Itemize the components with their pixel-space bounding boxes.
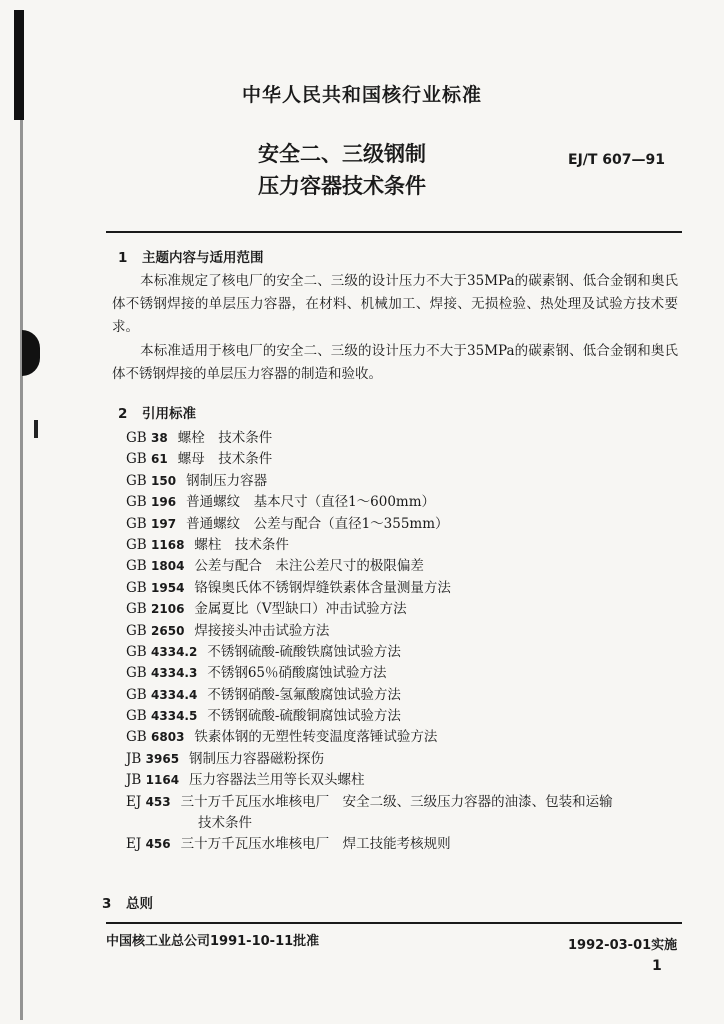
reference-title: 三十万千瓦压水堆核电厂 安全二级、三级压力容器的油漆、包装和运输: [180, 793, 613, 810]
document-title-line2: 压力容器技术条件: [258, 174, 426, 198]
section-1-heading: [118, 246, 264, 266]
reference-title: 普通螺纹 基本尺寸（直径1～600mm）: [186, 494, 436, 511]
reference-title: 螺柱 技术条件: [194, 536, 289, 553]
section-number: 1: [118, 250, 128, 266]
reference-code: GB 38: [126, 430, 168, 446]
section-title: 主题内容与适用范围: [142, 250, 264, 266]
reference-code: GB 196: [126, 494, 177, 511]
section-2-heading: [118, 402, 196, 422]
reference-item: [126, 449, 682, 470]
reference-title: 不锈钢硫酸-硫酸铜腐蚀试验方法: [207, 708, 401, 725]
reference-item: [126, 556, 682, 577]
reference-title: 不锈钢硝酸-氢氟酸腐蚀试验方法: [207, 686, 401, 703]
section-1-paragraph-2: 本标准适用于核电厂的安全二、三级的设计压力不大于35MPa的碳素钢、低合金钢和奥氏体不锈钢焊接的单层压力容器的制造和验收。: [112, 343, 678, 382]
reference-item: [126, 492, 682, 513]
reference-code: JB 1164: [126, 772, 180, 789]
reference-code: EJ 456: [126, 836, 171, 853]
reference-code: GB 61: [126, 451, 168, 468]
document-title-line1: 安全二、三级钢制: [258, 142, 426, 166]
reference-item: [126, 428, 682, 449]
reference-item: [126, 813, 682, 834]
section-title: 引用标准: [142, 406, 196, 422]
reference-list: [126, 428, 682, 856]
reference-title: 焊接接头冲击试验方法: [194, 622, 330, 639]
header-divider: [106, 231, 682, 233]
document-title: [258, 138, 426, 202]
reference-item: [126, 749, 682, 770]
section-3-heading: [102, 892, 153, 912]
footer-divider: [106, 922, 682, 924]
reference-item: [126, 471, 682, 492]
approval-note: 中国核工业总公司1991-10-11批准: [106, 934, 320, 949]
implementation-date: 1992-03-01实施: [568, 938, 678, 953]
standard-code: EJ/T 607—91: [568, 152, 666, 168]
reference-item: [126, 578, 682, 599]
page-number: 1: [652, 958, 662, 974]
reference-title: 压力容器法兰用等长双头螺柱: [189, 772, 365, 789]
reference-item: [126, 599, 682, 620]
reference-item: [126, 535, 682, 556]
reference-code: EJ 453: [126, 793, 171, 810]
reference-code: GB 1954: [126, 579, 185, 596]
reference-code: JB 3965: [126, 750, 180, 767]
reference-code: GB 4334.4: [126, 686, 198, 703]
reference-item: [126, 514, 682, 535]
reference-title: 不锈钢65％硝酸腐蚀试验方法: [207, 665, 387, 682]
reference-title: 钢制压力容器: [186, 472, 268, 489]
reference-item: [126, 706, 682, 727]
reference-code: GB 6803: [126, 729, 185, 746]
reference-code: GB 2650: [126, 622, 185, 639]
reference-title: 金属夏比（V型缺口）冲击试验方法: [194, 601, 407, 618]
section-title: 总则: [126, 896, 153, 912]
reference-title: 不锈钢硫酸-硫酸铁腐蚀试验方法: [207, 643, 401, 660]
reference-code: GB 4334.5: [126, 708, 198, 725]
reference-code: GB 1168: [126, 536, 185, 553]
reference-title: 三十万千瓦压水堆核电厂 焊工技能考核规则: [180, 836, 451, 853]
section-number: 2: [118, 406, 128, 422]
reference-code: GB 4334.2: [126, 643, 198, 660]
reference-title: 钢制压力容器磁粉探伤: [189, 750, 325, 767]
reference-code: GB 2106: [126, 601, 185, 618]
reference-code: GB 4334.3: [126, 665, 198, 682]
reference-item: [126, 685, 682, 706]
reference-code: GB 150: [126, 472, 177, 489]
reference-title: 铁素体钢的无塑性转变温度落锤试验方法: [194, 729, 438, 746]
reference-item: [126, 792, 682, 813]
reference-title: 螺母 技术条件: [177, 451, 273, 468]
reference-item: [126, 663, 682, 684]
reference-item: [126, 770, 682, 791]
scan-artifact: [34, 420, 38, 438]
section-number: 3: [102, 896, 112, 912]
scan-artifact: [20, 120, 23, 1020]
reference-item: [126, 621, 682, 642]
reference-code: GB 1804: [126, 558, 185, 575]
reference-title: 螺栓 技术条件: [177, 430, 273, 446]
section-1-paragraph-1: 本标准规定了核电厂的安全二、三级的设计压力不大于35MPa的碳素钢、低合金钢和奥氏体不锈钢焊接的单层压力容器，在材料、机械加工、焊接、无损检验、热处理及试验方技术要求。: [112, 273, 678, 335]
reference-item: [126, 727, 682, 748]
organization-title: 中华人民共和国核行业标准: [241, 84, 482, 106]
reference-code: GB 197: [126, 515, 177, 532]
reference-item: [126, 642, 682, 663]
reference-item: [126, 834, 682, 855]
scan-artifact: [22, 330, 40, 376]
reference-title: 技术条件: [198, 815, 252, 832]
reference-title: 公差与配合 未注公差尺寸的极限偏差: [194, 558, 424, 575]
reference-title: 普通螺纹 公差与配合（直径1～355mm）: [186, 515, 449, 532]
reference-title: 铬镍奥氏体不锈钢焊缝铁素体含量测量方法: [194, 579, 451, 596]
